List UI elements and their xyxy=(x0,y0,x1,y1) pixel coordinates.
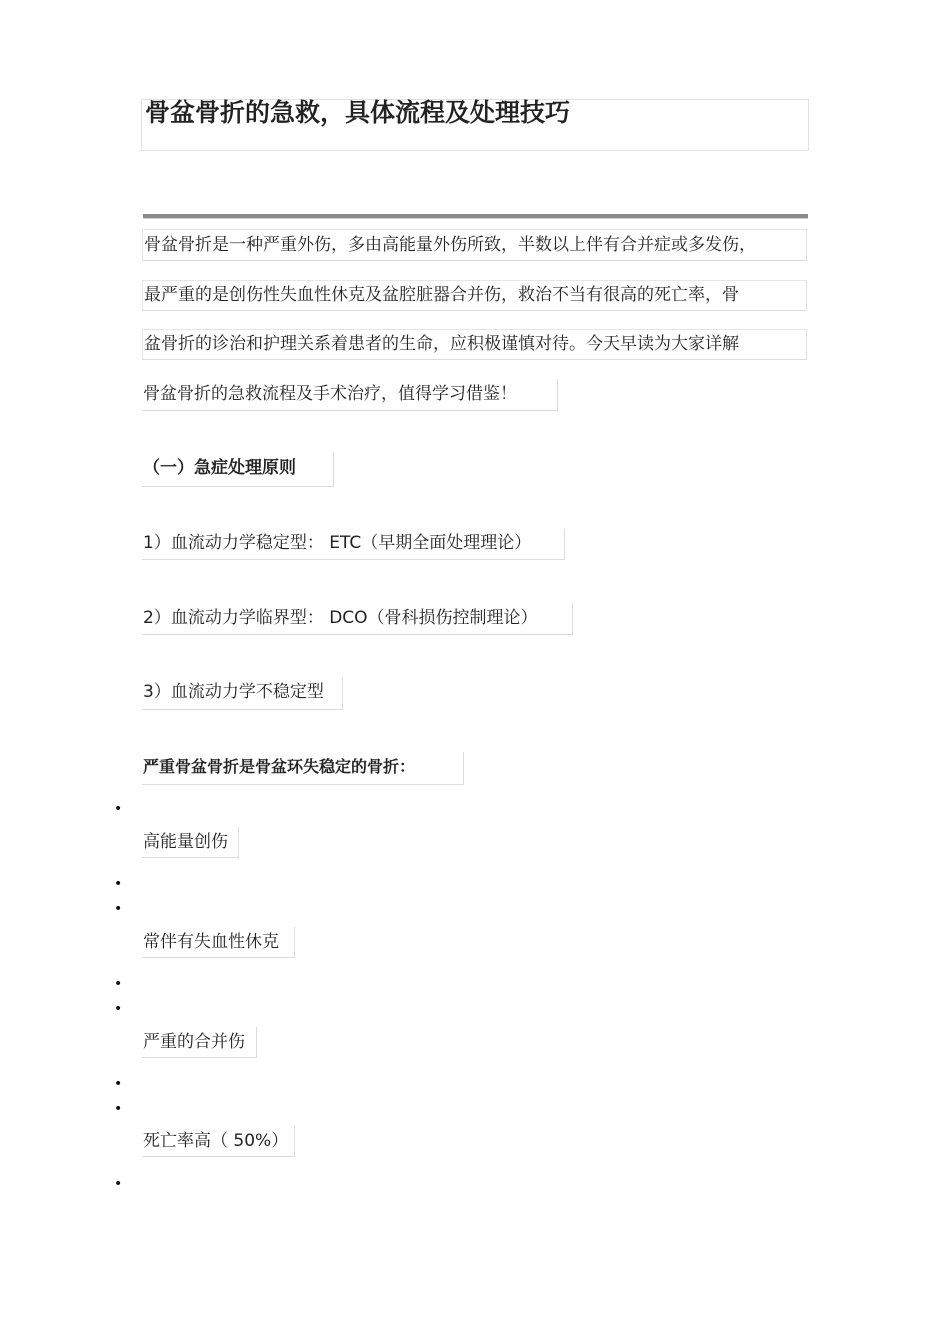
bullet-marker xyxy=(114,905,122,913)
horizontal-rule xyxy=(143,214,808,219)
bullet-marker xyxy=(114,880,122,888)
principle-item-3: 3）血流动力学不稳定型 xyxy=(142,677,343,710)
bullet-marker xyxy=(114,1105,122,1113)
severe-item-1: 高能量创伤 xyxy=(142,827,239,858)
bullet-marker xyxy=(114,980,122,988)
section-heading: （一）急症处理原则 xyxy=(142,452,334,487)
intro-line-2: 最严重的是创伤性失血性休克及盆腔脏器合并伤，救治不当有很高的死亡率，骨 xyxy=(142,280,807,311)
intro-line-4: 骨盆骨折的急救流程及手术治疗，值得学习借鉴！ xyxy=(142,379,558,411)
intro-line-1: 骨盆骨折是一种严重外伤，多由高能量外伤所致，半数以上伴有合并症或多发伤， xyxy=(142,229,807,261)
bullet-marker xyxy=(114,1080,122,1088)
severe-item-3: 严重的合并伤 xyxy=(142,1027,257,1058)
principle-item-1: 1）血流动力学稳定型： ETC（早期全面处理理论） xyxy=(142,529,565,560)
bullet-marker xyxy=(114,1005,122,1013)
intro-line-3: 盆骨折的诊治和护理关系着患者的生命，应积极谨慎对待。今天早读为大家详解 xyxy=(142,329,807,360)
severe-item-4: 死亡率高（ 50%） xyxy=(142,1126,295,1157)
bullet-marker xyxy=(114,1180,122,1188)
title-box xyxy=(141,99,809,151)
bullet-marker xyxy=(114,805,122,813)
page-title: 骨盆骨折的急救，具体流程及处理技巧 xyxy=(145,98,571,127)
severe-heading: 严重骨盆骨折是骨盆环失稳定的骨折： xyxy=(142,752,464,785)
principle-item-2: 2）血流动力学临界型： DCO（骨科损伤控制理论） xyxy=(142,603,573,635)
severe-item-2: 常伴有失血性休克 xyxy=(142,927,295,958)
